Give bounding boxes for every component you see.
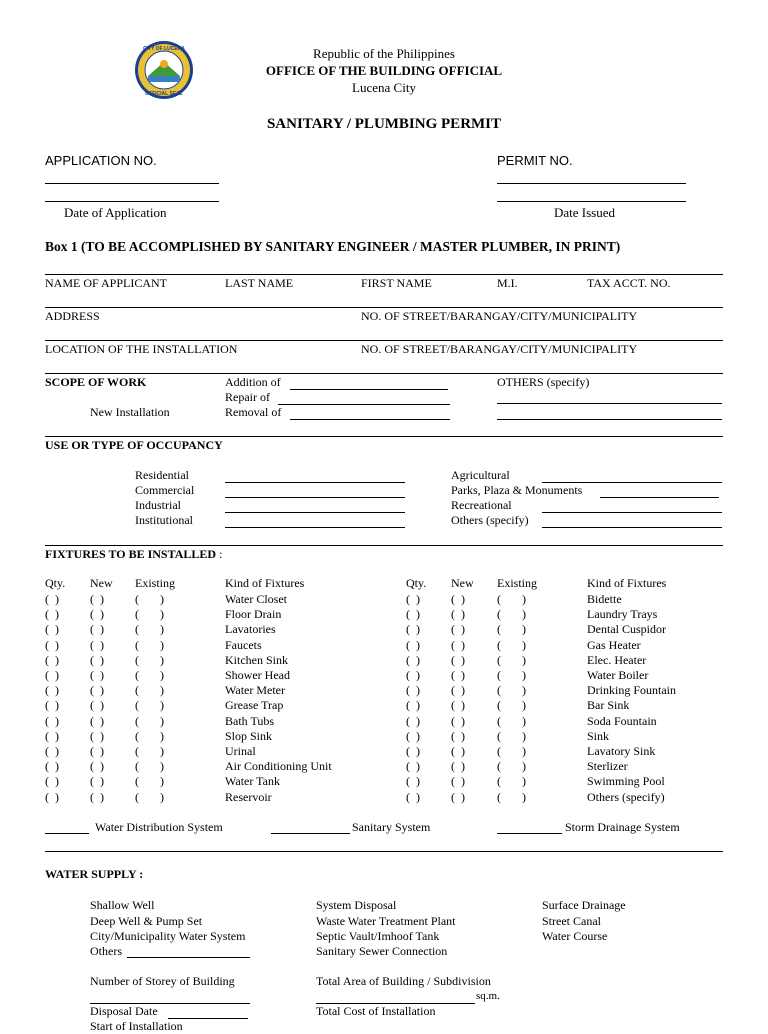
new-header-right: New xyxy=(451,576,474,590)
new-checkbox[interactable]: ( ) xyxy=(90,683,104,698)
fixture-kind-right: Sink xyxy=(587,728,610,743)
existing-checkbox[interactable]: ( ) xyxy=(135,607,164,622)
existing-checkbox[interactable]: ( ) xyxy=(497,592,526,606)
occupancy-agricultural: Agricultural xyxy=(451,468,510,482)
new-checkbox[interactable]: ( ) xyxy=(451,637,465,652)
qty-header-right: Qty. xyxy=(406,576,427,590)
address-field[interactable] xyxy=(45,307,723,308)
first-name-label: FIRST NAME xyxy=(361,276,432,290)
new-checkbox[interactable]: ( ) xyxy=(451,789,465,804)
box1-heading: Box 1 (TO BE ACCOMPLISHED BY SANITARY ENGINEER / MASTER PLUMBER, IN PRINT) xyxy=(45,239,621,254)
new-checkbox[interactable]: ( ) xyxy=(451,592,465,606)
sanitary-system-label: Sanitary System xyxy=(352,820,431,834)
occupancy-recreational: Recreational xyxy=(451,498,512,512)
new-checkbox[interactable]: ( ) xyxy=(90,744,104,758)
city-seal-logo xyxy=(134,40,194,100)
location-field[interactable] xyxy=(45,340,723,341)
qty-checkbox[interactable]: ( ) xyxy=(45,774,59,789)
new-checkbox[interactable]: ( ) xyxy=(451,683,465,698)
others-field-1[interactable] xyxy=(497,403,722,404)
name-of-applicant-label: NAME OF APPLICANT xyxy=(45,276,168,290)
existing-checkbox[interactable]: ( ) xyxy=(497,789,526,804)
occupancy-others: Others (specify) xyxy=(451,513,529,527)
fixture-kind-right: Bidette xyxy=(587,592,622,606)
total-area-label: Total Area of Building / Subdivision xyxy=(316,974,491,988)
location-hint: NO. OF STREET/BARANGAY/CITY/MUNICIPALITY xyxy=(361,342,638,356)
fixture-kind-left: Lavatories xyxy=(225,622,276,637)
qty-checkbox[interactable]: ( ) xyxy=(45,683,59,698)
parks-field[interactable] xyxy=(600,497,719,498)
occupancy-industrial: Industrial xyxy=(135,498,181,512)
qty-checkbox[interactable]: ( ) xyxy=(406,652,420,667)
permit-no-field[interactable] xyxy=(497,183,686,184)
occupancy-institutional: Institutional xyxy=(135,513,193,527)
fixtures-heading: FIXTURES TO BE INSTALLED xyxy=(45,547,217,561)
qty-checkbox[interactable]: ( ) xyxy=(406,789,420,804)
header-city: Lucena City xyxy=(352,80,416,95)
fixtures-heading-suffix: : xyxy=(216,547,223,561)
scope-of-work-heading: SCOPE OF WORK xyxy=(45,375,147,389)
qty-checkbox[interactable]: ( ) xyxy=(45,713,59,728)
addition-of-field[interactable] xyxy=(290,389,448,390)
separator xyxy=(45,373,723,374)
fixture-kind-right: Others (specify) xyxy=(587,789,665,804)
storm-drainage-field[interactable] xyxy=(497,833,562,834)
fixture-kind-left: Shower Head xyxy=(225,668,290,682)
ws-water-course: Water Course xyxy=(542,929,608,943)
new-checkbox[interactable]: ( ) xyxy=(451,713,465,728)
existing-checkbox[interactable]: ( ) xyxy=(135,668,164,682)
fixture-kind-left: Grease Trap xyxy=(225,698,284,713)
qty-checkbox[interactable]: ( ) xyxy=(406,728,420,743)
existing-checkbox[interactable]: ( ) xyxy=(135,728,164,743)
fixture-kind-right: Sterlizer xyxy=(587,759,628,774)
date-of-application-field[interactable] xyxy=(45,201,219,202)
disposal-date-label: Disposal Date xyxy=(90,1004,158,1018)
applicant-name-field[interactable] xyxy=(45,274,723,275)
fixture-kind-right: Lavatory Sink xyxy=(587,744,656,758)
fixture-kind-left: Water Meter xyxy=(225,683,285,698)
occupancy-heading: USE OR TYPE OF OCCUPANCY xyxy=(45,438,223,452)
water-distribution-field[interactable] xyxy=(45,833,89,834)
separator xyxy=(45,545,723,546)
new-checkbox[interactable]: ( ) xyxy=(451,774,465,789)
application-no-label: APPLICATION NO. xyxy=(45,153,157,168)
existing-checkbox[interactable]: ( ) xyxy=(497,759,526,774)
location-label: LOCATION OF THE INSTALLATION xyxy=(45,342,238,356)
existing-checkbox[interactable]: ( ) xyxy=(497,637,526,652)
ws-shallow-well: Shallow Well xyxy=(90,898,155,912)
existing-checkbox[interactable]: ( ) xyxy=(135,759,164,774)
occupancy-commercial: Commercial xyxy=(135,483,195,497)
fixture-kind-right: Soda Fountain xyxy=(587,713,657,728)
existing-header-right: Existing xyxy=(497,576,538,590)
permit-no-label: PERMIT NO. xyxy=(497,153,573,168)
removal-of-field[interactable] xyxy=(290,419,450,420)
qty-checkbox[interactable]: ( ) xyxy=(406,698,420,713)
fixture-kind-left: Faucets xyxy=(225,637,262,652)
agricultural-field[interactable] xyxy=(542,482,722,483)
address-label: ADDRESS xyxy=(45,309,100,323)
existing-checkbox[interactable]: ( ) xyxy=(497,622,526,637)
qty-checkbox[interactable]: ( ) xyxy=(45,652,59,667)
qty-checkbox[interactable]: ( ) xyxy=(406,774,420,789)
qty-checkbox[interactable]: ( ) xyxy=(406,592,420,606)
ws-septic: Septic Vault/Imhoof Tank xyxy=(316,929,440,943)
header-republic: Republic of the Philippines xyxy=(313,46,455,61)
recreational-field[interactable] xyxy=(542,512,722,513)
new-checkbox[interactable]: ( ) xyxy=(90,698,104,713)
existing-checkbox[interactable]: ( ) xyxy=(497,607,526,622)
kind-header-left: Kind of Fixtures xyxy=(225,576,305,590)
existing-checkbox[interactable]: ( ) xyxy=(135,592,164,606)
new-checkbox[interactable]: ( ) xyxy=(90,652,104,667)
qty-checkbox[interactable]: ( ) xyxy=(45,607,59,622)
separator xyxy=(45,851,723,852)
existing-checkbox[interactable]: ( ) xyxy=(135,637,164,652)
new-checkbox[interactable]: ( ) xyxy=(451,744,465,758)
fixture-kind-left: Floor Drain xyxy=(225,607,282,622)
ws-others: Others xyxy=(90,944,122,958)
qty-header-left: Qty. xyxy=(45,576,66,590)
new-checkbox[interactable]: ( ) xyxy=(90,713,104,728)
ws-street-canal: Street Canal xyxy=(542,914,601,928)
addition-of-label: Addition of xyxy=(225,375,281,389)
ws-surface-drainage: Surface Drainage xyxy=(542,898,626,912)
qty-checkbox[interactable]: ( ) xyxy=(45,698,59,713)
new-checkbox[interactable]: ( ) xyxy=(90,607,104,622)
seal-text-top: CITY OF LUCENA xyxy=(143,46,185,52)
qty-checkbox[interactable]: ( ) xyxy=(406,683,420,698)
existing-checkbox[interactable]: ( ) xyxy=(497,744,526,758)
kind-header-right: Kind of Fixtures xyxy=(587,576,667,590)
existing-checkbox[interactable]: ( ) xyxy=(135,683,164,698)
existing-checkbox[interactable]: ( ) xyxy=(135,774,164,789)
fixture-kind-left: Urinal xyxy=(225,744,256,758)
existing-header-left: Existing xyxy=(135,576,176,590)
fixture-kind-right: Gas Heater xyxy=(587,637,641,652)
existing-checkbox[interactable]: ( ) xyxy=(135,744,164,758)
residential-field[interactable] xyxy=(225,482,405,483)
qty-checkbox[interactable]: ( ) xyxy=(406,607,420,622)
total-cost-label: Total Cost of Installation xyxy=(316,1004,436,1018)
water-supply-heading: WATER SUPPLY : xyxy=(45,867,144,881)
commercial-field[interactable] xyxy=(225,497,405,498)
storey-label: Number of Storey of Building xyxy=(90,974,235,988)
qty-checkbox[interactable]: ( ) xyxy=(45,592,59,606)
qty-checkbox[interactable]: ( ) xyxy=(406,744,420,758)
date-issued-label: Date Issued xyxy=(554,205,616,220)
fixture-kind-left: Water Closet xyxy=(225,592,288,606)
fixture-kind-left: Slop Sink xyxy=(225,728,273,743)
fixtures-heading-wrap xyxy=(45,547,222,562)
new-checkbox[interactable]: ( ) xyxy=(90,668,104,682)
existing-checkbox[interactable]: ( ) xyxy=(497,774,526,789)
date-issued-field[interactable] xyxy=(497,201,686,202)
date-of-application-label: Date of Application xyxy=(64,205,167,220)
ws-sewer: Sanitary Sewer Connection xyxy=(316,944,448,958)
new-checkbox[interactable]: ( ) xyxy=(90,622,104,637)
industrial-field[interactable] xyxy=(225,512,405,513)
mi-label: M.I. xyxy=(497,276,518,290)
new-checkbox[interactable]: ( ) xyxy=(451,668,465,682)
qty-checkbox[interactable]: ( ) xyxy=(406,622,420,637)
existing-checkbox[interactable]: ( ) xyxy=(135,789,164,804)
existing-checkbox[interactable]: ( ) xyxy=(497,713,526,728)
fixture-kind-right: Elec. Heater xyxy=(587,652,647,667)
repair-of-field[interactable] xyxy=(278,404,450,405)
start-installation-label: Start of Installation xyxy=(90,1019,183,1033)
ws-deep-well: Deep Well & Pump Set xyxy=(90,914,203,928)
others-field-2[interactable] xyxy=(497,419,722,420)
ws-others-field[interactable] xyxy=(127,957,250,958)
occupancy-residential: Residential xyxy=(135,468,189,482)
existing-checkbox[interactable]: ( ) xyxy=(497,698,526,713)
sanitary-system-field[interactable] xyxy=(271,833,350,834)
fixture-kind-right: Laundry Trays xyxy=(587,607,658,622)
removal-of-label: Removal of xyxy=(225,405,282,419)
fixture-kind-left: Water Tank xyxy=(225,774,280,789)
seal-text-bottom: OFFICIAL SEAL xyxy=(145,91,183,97)
qty-checkbox[interactable]: ( ) xyxy=(406,668,420,682)
new-checkbox[interactable]: ( ) xyxy=(451,728,465,743)
repair-of-label: Repair of xyxy=(225,390,270,404)
fixture-kind-left: Reservoir xyxy=(225,789,272,804)
qty-checkbox[interactable]: ( ) xyxy=(406,759,420,774)
fixture-kind-right: Water Boiler xyxy=(587,668,649,682)
institutional-field[interactable] xyxy=(225,527,405,528)
new-installation-label: New Installation xyxy=(90,405,170,419)
new-checkbox[interactable]: ( ) xyxy=(451,622,465,637)
fixture-kind-left: Bath Tubs xyxy=(225,713,275,728)
existing-checkbox[interactable]: ( ) xyxy=(497,668,526,682)
existing-checkbox[interactable]: ( ) xyxy=(135,713,164,728)
existing-checkbox[interactable]: ( ) xyxy=(497,683,526,698)
existing-checkbox[interactable]: ( ) xyxy=(135,652,164,667)
new-checkbox[interactable]: ( ) xyxy=(90,592,104,606)
separator xyxy=(45,436,723,437)
fixture-kind-left: Air Conditioning Unit xyxy=(225,759,332,774)
fixture-kind-right: Swimming Pool xyxy=(587,774,665,789)
new-checkbox[interactable]: ( ) xyxy=(451,698,465,713)
new-checkbox[interactable]: ( ) xyxy=(451,652,465,667)
existing-checkbox[interactable]: ( ) xyxy=(497,652,526,667)
qty-checkbox[interactable]: ( ) xyxy=(45,728,59,743)
qty-checkbox[interactable]: ( ) xyxy=(45,789,59,804)
existing-checkbox[interactable]: ( ) xyxy=(135,698,164,713)
existing-checkbox[interactable]: ( ) xyxy=(135,622,164,637)
fixture-kind-right: Dental Cuspidor xyxy=(587,622,666,637)
tax-acct-label: TAX ACCT. NO. xyxy=(587,276,671,290)
last-name-label: LAST NAME xyxy=(225,276,294,290)
new-checkbox[interactable]: ( ) xyxy=(90,759,104,774)
qty-checkbox[interactable]: ( ) xyxy=(45,668,59,682)
occupancy-others-field[interactable] xyxy=(542,527,722,528)
sqm-label: sq.m. xyxy=(476,990,500,1002)
qty-checkbox[interactable]: ( ) xyxy=(406,713,420,728)
existing-checkbox[interactable]: ( ) xyxy=(497,728,526,743)
others-specify-label: OTHERS (specify) xyxy=(497,375,590,389)
storm-drainage-label: Storm Drainage System xyxy=(565,820,680,834)
ws-city-water: City/Municipality Water System xyxy=(90,929,246,943)
qty-checkbox[interactable]: ( ) xyxy=(45,622,59,637)
address-hint: NO. OF STREET/BARANGAY/CITY/MUNICIPALITY xyxy=(361,309,638,323)
new-checkbox[interactable]: ( ) xyxy=(90,774,104,789)
ws-waste-water: Waste Water Treatment Plant xyxy=(316,914,456,928)
qty-checkbox[interactable]: ( ) xyxy=(45,744,59,758)
qty-checkbox[interactable]: ( ) xyxy=(45,637,59,652)
qty-checkbox[interactable]: ( ) xyxy=(45,759,59,774)
new-checkbox[interactable]: ( ) xyxy=(451,759,465,774)
ws-system-disposal: System Disposal xyxy=(316,898,397,912)
fixture-kind-right: Drinking Fountain xyxy=(587,683,676,698)
new-checkbox[interactable]: ( ) xyxy=(451,607,465,622)
water-distribution-label: Water Distribution System xyxy=(95,820,223,834)
new-checkbox[interactable]: ( ) xyxy=(90,789,104,804)
occupancy-parks: Parks, Plaza & Monuments xyxy=(451,483,583,497)
new-header-left: New xyxy=(90,576,113,590)
header-office: OFFICE OF THE BUILDING OFFICIAL xyxy=(265,63,503,78)
application-no-field[interactable] xyxy=(45,183,219,184)
new-checkbox[interactable]: ( ) xyxy=(90,637,104,652)
fixture-kind-left: Kitchen Sink xyxy=(225,652,288,667)
page-title: SANITARY / PLUMBING PERMIT xyxy=(266,116,502,132)
new-checkbox[interactable]: ( ) xyxy=(90,728,104,743)
qty-checkbox[interactable]: ( ) xyxy=(406,637,420,652)
fixture-kind-right: Bar Sink xyxy=(587,698,630,713)
